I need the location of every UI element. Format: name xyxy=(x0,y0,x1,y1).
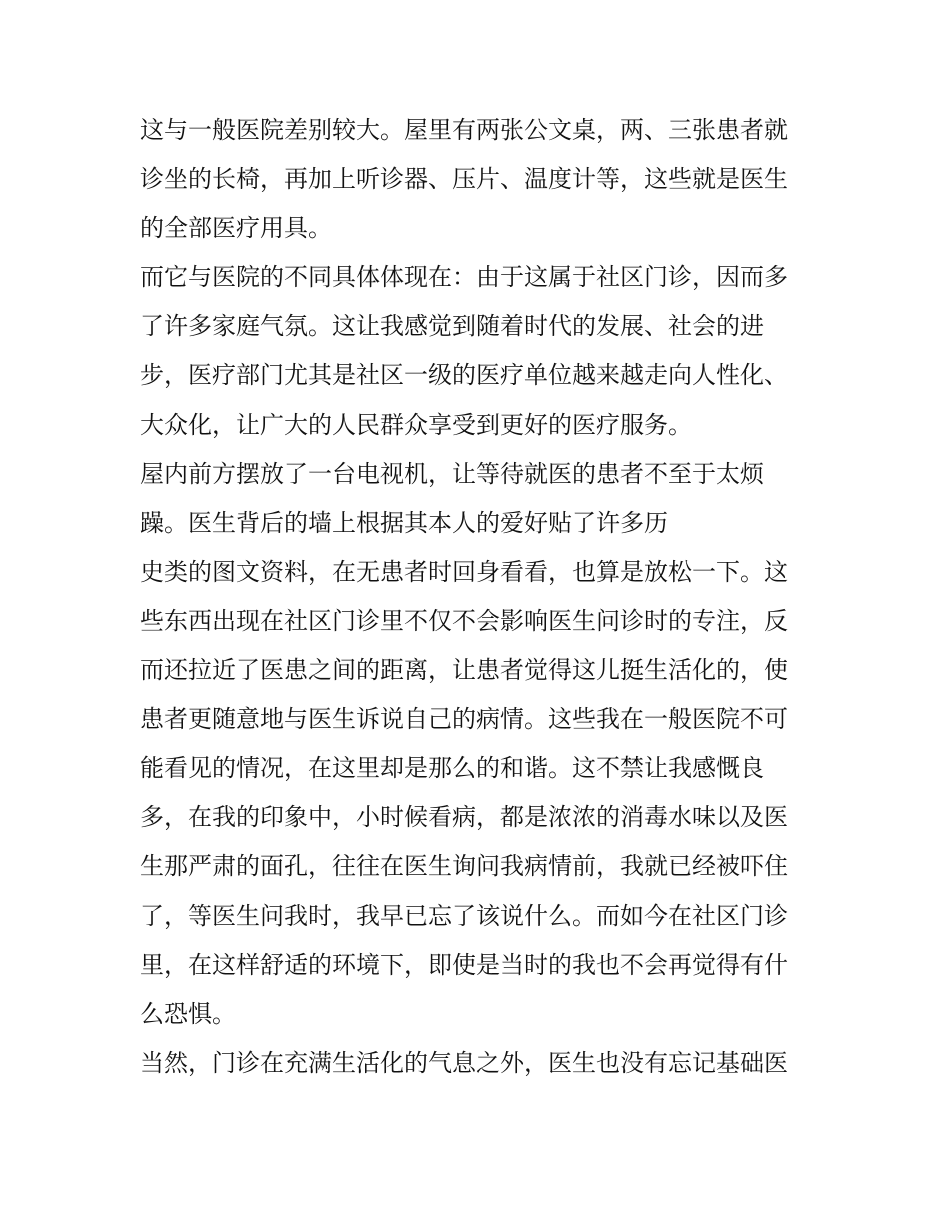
text-line: 些东西出现在社区门诊里不仅不会影响医生问诊时的专注，反 xyxy=(140,606,788,635)
body-text xyxy=(140,106,820,1088)
text-line: 这与一般医院差别较大。屋里有两张公文桌，两、三张患者就 xyxy=(140,116,788,144)
text-line: 么恐惧。 xyxy=(140,999,236,1028)
text-line: 当然，门诊在充满生活化的气息之外，医生也没有忘记基础医 xyxy=(140,1048,788,1077)
text-line: 里，在这样舒适的环境下，即使是当时的我也不会再觉得有什 xyxy=(140,950,788,979)
text-line: 大众化，让广大的人民群众享受到更好的医疗服务。 xyxy=(140,410,692,439)
text-line: 步，医疗部门尤其是社区一级的医疗单位越来越走向人性化、 xyxy=(140,361,788,390)
text-line: 躁。医生背后的墙上根据其本人的爱好贴了许多历 xyxy=(140,508,668,537)
text-line: 患者更随意地与医生诉说自己的病情。这些我在一般医院不可 xyxy=(140,705,788,734)
text-line: 诊坐的长椅，再加上听诊器、压片、温度计等，这些就是医生 xyxy=(140,165,788,194)
text-line: 而还拉近了医患之间的距离，让患者觉得这儿挺生活化的，使 xyxy=(140,656,788,685)
text-line: 能看见的情况，在这里却是那么的和谐。这不禁让我感慨良 xyxy=(140,754,764,783)
text-line: 生那严肃的面孔，往往在医生询问我病情前，我就已经被吓住 xyxy=(140,852,788,881)
text-line: 了，等医生问我时，我早已忘了该说什么。而如今在社区门诊 xyxy=(140,901,788,930)
text-line: 的全部医疗用具。 xyxy=(140,214,332,243)
text-line: 屋内前方摆放了一台电视机，让等待就医的患者不至于太烦 xyxy=(140,459,764,488)
text-line: 了许多家庭气氛。这让我感觉到随着时代的发展、社会的进 xyxy=(140,312,764,341)
text-line: 多，在我的印象中，小时候看病，都是浓浓的消毒水味以及医 xyxy=(140,803,788,832)
text-line: 而它与医院的不同具体体现在：由于这属于社区门诊，因而多 xyxy=(140,263,788,292)
text-line: 史类的图文资料，在无患者时回身看看，也算是放松一下。这 xyxy=(140,557,788,586)
